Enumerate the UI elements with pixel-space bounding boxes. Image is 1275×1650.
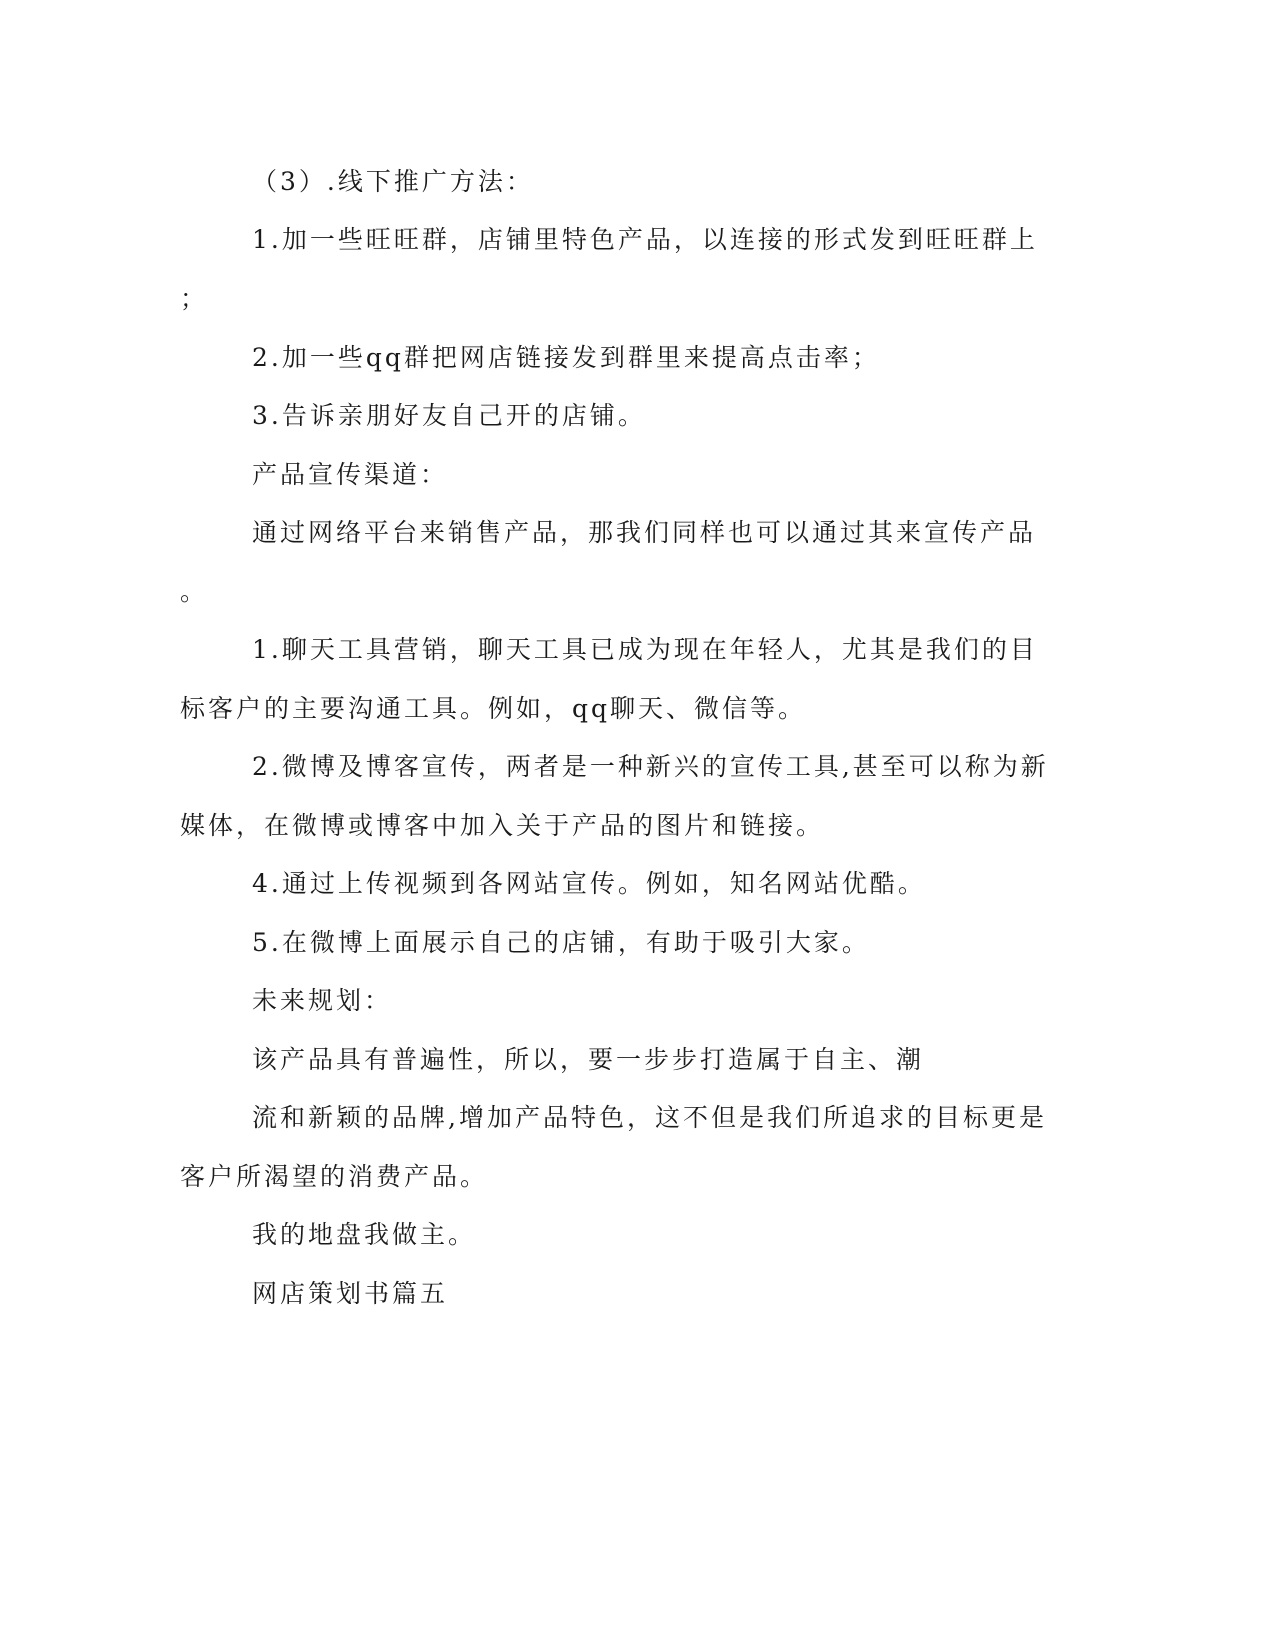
- paragraph-line: 流和新颖的品牌,增加产品特色，这不但是我们所追求的目标更是: [252, 1103, 1047, 1132]
- paragraph-line: 客户所渴望的消费产品。: [180, 1162, 489, 1191]
- paragraph-line: 1.加一些旺旺群，店铺里特色产品，以连接的形式发到旺旺群上: [252, 225, 1038, 254]
- section-heading-part-five: 网店策划书篇五: [252, 1279, 449, 1308]
- paragraph-line: 。: [180, 577, 209, 606]
- paragraph-line: 该产品具有普遍性，所以，要一步步打造属于自主、潮: [252, 1045, 925, 1074]
- section-heading-offline-promotion: （3）.线下推广方法：: [252, 167, 534, 196]
- paragraph-line: 2.微博及博客宣传，两者是一种新兴的宣传工具,甚至可以称为新: [252, 752, 1049, 781]
- paragraph-line: 1.聊天工具营销，聊天工具已成为现在年轻人，尤其是我们的目: [252, 635, 1038, 664]
- paragraph-line: 4.通过上传视频到各网站宣传。例如，知名网站优酷。: [252, 869, 926, 898]
- paragraph-line: 5.在微博上面展示自己的店铺，有助于吸引大家。: [252, 928, 870, 957]
- paragraph-line: 2.加一些qq群把网店链接发到群里来提高点击率；: [252, 343, 880, 372]
- paragraph-line: 标客户的主要沟通工具。例如，qq聊天、微信等。: [180, 694, 807, 723]
- paragraph-line: 3.告诉亲朋好友自己开的店铺。: [252, 401, 646, 430]
- section-heading-future-plan: 未来规划：: [252, 986, 393, 1015]
- paragraph-line: 通过网络平台来销售产品，那我们同样也可以通过其来宣传产品: [252, 518, 1037, 547]
- paragraph-line: ；: [180, 284, 209, 313]
- paragraph-line: 我的地盘我做主。: [252, 1220, 477, 1249]
- paragraph-line: 媒体，在微博或博客中加入关于产品的图片和链接。: [180, 811, 825, 840]
- section-heading-promotion-channels: 产品宣传渠道：: [252, 460, 449, 489]
